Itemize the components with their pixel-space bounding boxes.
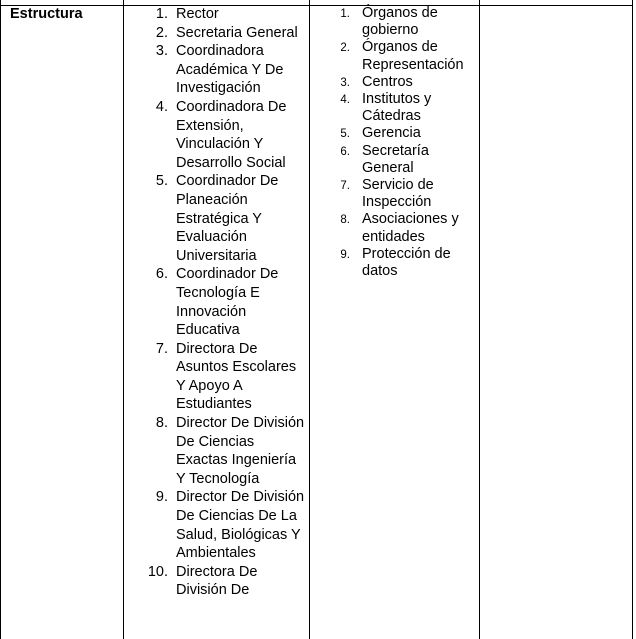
list-item-number: 6. — [155, 266, 168, 283]
list-item — [150, 488, 308, 562]
list-item-number: 3. — [340, 76, 350, 89]
row-label: Estructura — [10, 6, 83, 22]
list-item-text: Coordinador De Planeación Estratégica Y Evaluación Universitaria — [176, 173, 279, 264]
list-item-text: Servicio de Inspección — [362, 177, 434, 211]
list-item-number: 1. — [340, 8, 350, 20]
list-item — [330, 246, 478, 280]
list-item-text: Coordinadora De Extensión, Vinculación Y Desarrollo Social — [176, 98, 287, 171]
list-item — [330, 125, 478, 142]
list-item-number: 6. — [340, 145, 350, 158]
table-top-border — [0, 5, 633, 6]
list-item — [330, 143, 478, 177]
list-item-text: Secretaría General — [362, 142, 429, 176]
list-item-number: 1. — [155, 6, 168, 22]
structure-list-b — [330, 5, 478, 280]
list-item — [150, 340, 308, 414]
list-item — [150, 98, 308, 172]
list-item — [150, 172, 308, 265]
list-item — [330, 211, 478, 245]
list-item-text: Órganos de Representación — [362, 39, 464, 73]
column-divider-1 — [123, 0, 124, 639]
list-item-number: 2. — [340, 42, 350, 55]
list-item-text: Órganos de gobierno — [362, 5, 438, 39]
list-item-text: Coordinadora Académica Y De Investigación — [176, 43, 284, 97]
table-right-border — [632, 0, 633, 639]
list-item-text: Centros — [362, 73, 413, 90]
list-item — [147, 563, 308, 600]
list-item-number: 9. — [155, 489, 168, 506]
list-item-number: 4. — [340, 94, 350, 107]
list-item-number: 8. — [340, 214, 350, 227]
list-item-text: Directora De Asuntos Escolares Y Apoyo A Estudiantes — [176, 340, 297, 413]
list-item — [150, 265, 308, 339]
list-item — [330, 74, 478, 91]
column-divider-2 — [309, 0, 310, 639]
list-item — [150, 24, 308, 43]
list-item-number: 9. — [340, 248, 350, 261]
list-item — [330, 39, 478, 73]
list-item — [150, 5, 308, 24]
list-item-number: 5. — [340, 128, 350, 141]
list-item-number: 7. — [340, 180, 350, 193]
list-item-text: Rector — [176, 6, 219, 22]
list-item-text: Protección de datos — [362, 245, 451, 280]
list-item-text: Director De División De Ciencias De La Salud, Biológicas Y Ambientales — [176, 489, 305, 562]
list-item — [330, 91, 478, 125]
list-item — [150, 414, 308, 488]
list-item-number: 8. — [155, 415, 168, 432]
structure-list-a — [147, 5, 308, 600]
list-item-number: 2. — [155, 24, 168, 41]
list-item-text: Directora De División De — [176, 563, 258, 599]
list-item-text: Gerencia — [362, 125, 421, 142]
list-item-text: Asociaciones y entidades — [362, 211, 459, 245]
list-item — [330, 177, 478, 211]
table-left-border — [0, 0, 1, 639]
list-item-number: 3. — [155, 43, 168, 60]
list-item-text: Institutos y Cátedras — [362, 91, 432, 125]
list-item-text: Director De División De Ciencias Exactas Ingeniería Y Tecnología — [176, 415, 305, 487]
list-item-number: 5. — [155, 173, 168, 190]
list-item-number: 10. — [147, 563, 168, 580]
list-item — [150, 42, 308, 98]
list-item-text: Coordinador De Tecnología E Innovación Educativa — [176, 266, 279, 339]
list-item-number: 7. — [155, 340, 168, 357]
list-item-text: Secretaria General — [176, 24, 298, 41]
list-item — [330, 5, 478, 39]
list-item-number: 4. — [155, 98, 168, 115]
column-divider-3 — [479, 0, 480, 639]
